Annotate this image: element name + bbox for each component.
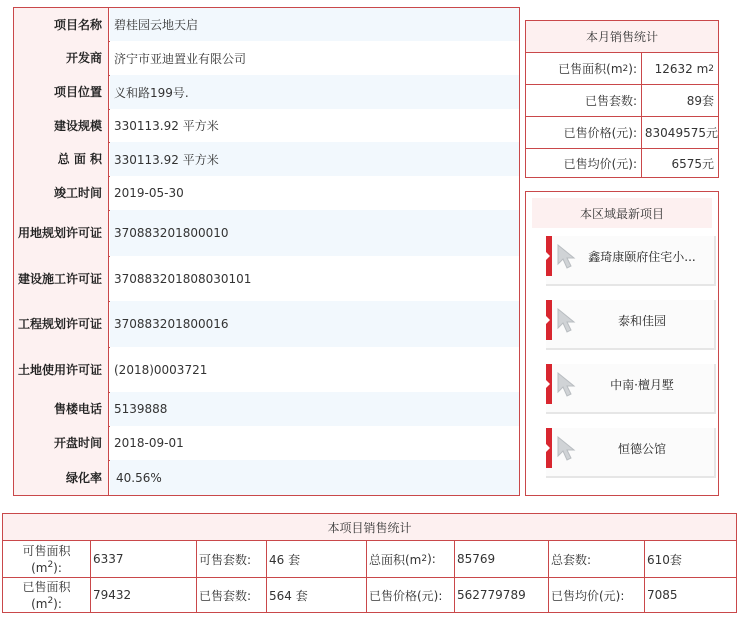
monthly-area-value: 12632 m 2 <box>654 61 714 76</box>
project-link[interactable] <box>546 428 716 478</box>
project-link[interactable] <box>546 300 716 350</box>
marker-icon <box>546 364 552 404</box>
project-name: 中南·檀月墅 <box>610 377 674 392</box>
marker-icon <box>546 236 552 276</box>
info-label: 用地规划许可证 <box>14 210 109 256</box>
project-link[interactable] <box>546 364 716 414</box>
sold-avg-price-label: 已售均价(元): <box>549 577 645 613</box>
sold-avg-price-value: 7085 <box>647 588 678 602</box>
project-info-table <box>13 7 520 496</box>
sold-units-label: 已售套数: <box>197 577 267 613</box>
project-link[interactable] <box>546 236 716 286</box>
info-label: 项目名称 <box>14 8 109 41</box>
sold-units-value: 564 套 <box>267 577 367 613</box>
info-row-green-rate <box>14 460 519 495</box>
info-value: 330113.92 平方米 <box>110 142 519 176</box>
monthly-value: 6575元 <box>671 156 714 171</box>
available-units-label: 可售套数: <box>197 541 267 577</box>
info-label: 建设施工许可证 <box>14 256 109 301</box>
monthly-row-count <box>526 85 718 117</box>
info-value: 40.56% <box>110 460 519 495</box>
info-row-engineering-permit <box>14 301 519 348</box>
info-row-completion <box>14 176 519 211</box>
sold-area-value: 79432 <box>91 577 197 613</box>
monthly-row-price <box>526 117 718 149</box>
info-value: 370883201800010 <box>110 210 519 256</box>
info-value: 2019-05-30 <box>110 176 519 210</box>
latest-projects-box <box>525 191 719 496</box>
monthly-label: 已售套数: <box>526 85 642 116</box>
project-sales-title: 本项目销售统计 <box>3 514 736 541</box>
info-label: 开发商 <box>14 41 109 75</box>
info-label: 总 面 积 <box>14 142 109 176</box>
info-label: 项目位置 <box>14 75 109 109</box>
info-label: 开盘时间 <box>14 426 109 460</box>
marker-icon <box>546 300 552 340</box>
info-value: 370883201808030101 <box>110 256 519 301</box>
info-label: 售楼电话 <box>14 392 109 426</box>
monthly-row-area <box>526 53 718 85</box>
sold-price-value: 562779789 <box>455 577 549 613</box>
info-row-opening <box>14 426 519 461</box>
info-row-land-use-permit <box>14 347 519 393</box>
available-area-value: 6337 <box>91 541 197 577</box>
info-label: 绿化率 <box>14 460 109 495</box>
project-name: 鑫琦康颐府住宅小... <box>588 249 696 264</box>
info-value: 5139888 <box>110 392 519 426</box>
info-value: 碧桂园云地天启 <box>110 8 519 41</box>
project-name: 泰和佳园 <box>617 313 666 328</box>
info-label: 竣工时间 <box>14 176 109 210</box>
monthly-value: 89套 <box>686 94 714 108</box>
sold-area-label: 已售面积 $(m^2)$: <box>3 577 91 613</box>
total-area-label: 总面积(m 2 ): <box>367 541 455 577</box>
available-area-label: 可售面积 $(m^2)$: <box>3 541 91 577</box>
marker-icon <box>546 428 552 468</box>
total-area-value: 85769 <box>455 541 549 577</box>
monthly-label: 已售价格(元): <box>526 117 642 148</box>
info-row-developer <box>14 41 519 76</box>
info-label: 工程规划许可证 <box>14 301 109 347</box>
monthly-sales-box <box>525 20 719 178</box>
monthly-row-avg-price <box>526 149 718 177</box>
available-units-value: 46 套 <box>267 541 367 577</box>
info-row-name <box>14 8 519 42</box>
info-value: 济宁市亚迪置业有限公司 <box>110 41 519 75</box>
info-row-total-area <box>14 142 519 177</box>
monthly-label: 已售均价(元): <box>526 149 642 177</box>
project-name: 恒德公馆 <box>617 441 666 456</box>
total-units-label: 总套数: <box>549 541 645 577</box>
info-label: 土地使用许可证 <box>14 347 109 392</box>
info-row-land-planning-permit <box>14 210 519 257</box>
monthly-area-label: 已售面积(m 2 ): <box>526 53 642 84</box>
info-value: 2018-09-01 <box>110 426 519 460</box>
info-value: 义和路199号. <box>110 75 519 109</box>
info-row-sales-phone <box>14 392 519 427</box>
info-label: 建设规模 <box>14 109 109 142</box>
monthly-sales-title: 本月销售统计 <box>526 21 718 53</box>
info-row-construction-permit <box>14 256 519 302</box>
info-value: (2018)0003721 <box>110 347 519 392</box>
info-row-scale <box>14 109 519 143</box>
project-sales-table <box>2 513 737 613</box>
info-value: 330113.92 平方米 <box>110 109 519 142</box>
total-units-value: 610套 <box>647 552 682 567</box>
latest-projects-title: 本区域最新项目 <box>532 198 712 228</box>
info-row-location <box>14 75 519 110</box>
sold-price-label: 已售价格(元): <box>367 577 455 613</box>
info-value: 370883201800016 <box>110 301 519 347</box>
monthly-value: 83049575元 <box>644 126 718 140</box>
